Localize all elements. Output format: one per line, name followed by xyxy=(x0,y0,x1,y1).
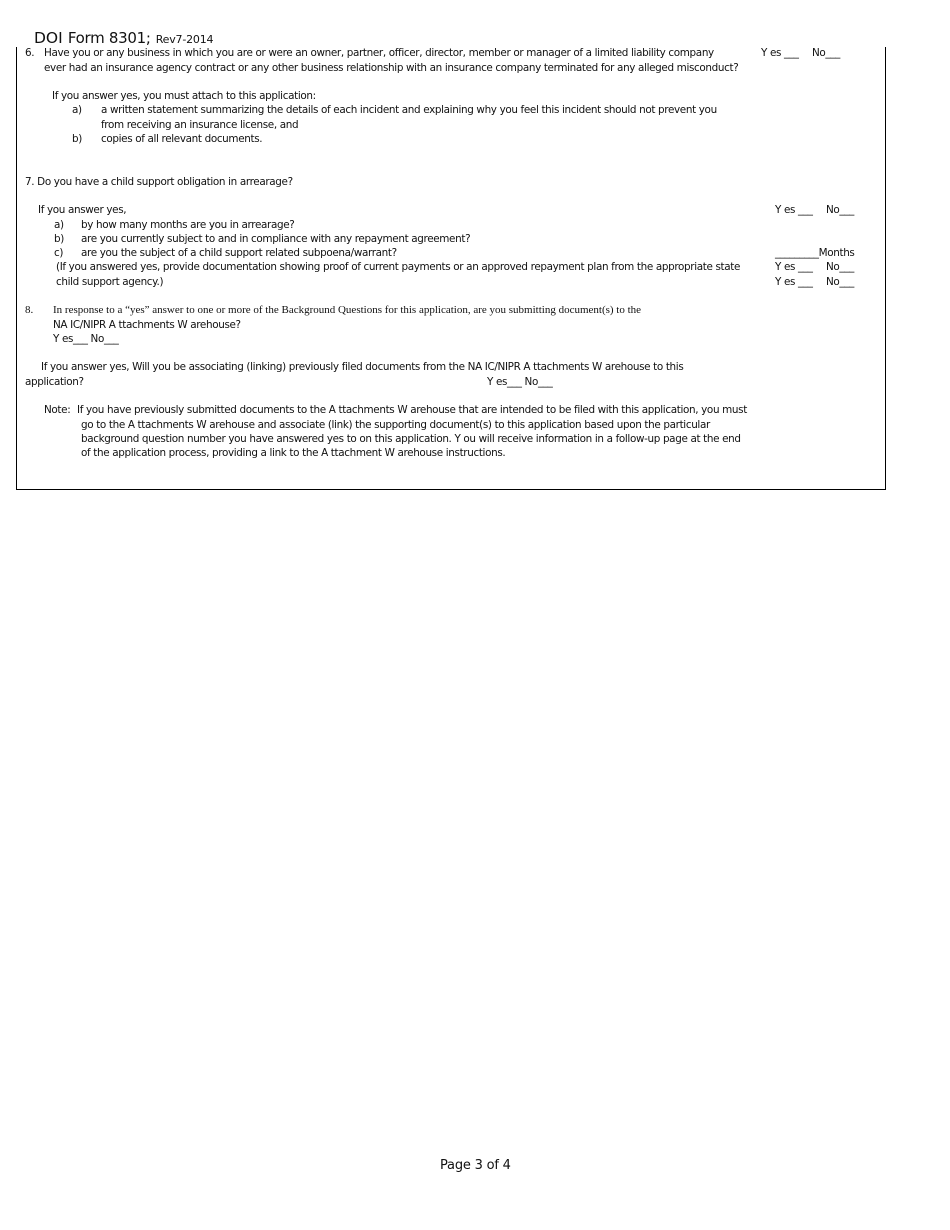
q8-line-2: NA IC/NIPR A ttachments W arehouse? xyxy=(53,319,241,331)
q7-c-no-field[interactable]: No___ xyxy=(826,276,854,288)
form-header xyxy=(34,28,213,47)
q7-b-no-field[interactable]: No___ xyxy=(826,261,854,273)
q6-attach-intro: If you answer yes, you must attach to this application: xyxy=(52,90,316,102)
q8-line-1 xyxy=(53,303,641,317)
q8-note-line-2: go to the A ttachments W arehouse and associate (link) the supporting document(s) to this application based upon the particular xyxy=(81,419,710,431)
q6-a-line-1: a written statement summarizing the details of each incident and explaining why you feel this incident should not prevent you xyxy=(101,104,717,116)
page-number: Page 3 of 4 xyxy=(440,1158,511,1173)
q6-number: 6. xyxy=(25,47,35,59)
q7-note-line-1: (If you answered yes, provide documentation showing proof of current payments or an approved repayment plan from the appropriate state xyxy=(56,261,741,273)
q8-follow-yes-no-field[interactable]: Y es___ No___ xyxy=(487,376,553,388)
q7-b-label: b) xyxy=(54,233,64,245)
q8-number: 8. xyxy=(25,304,34,316)
q7-months-field[interactable]: _________Months xyxy=(775,247,855,259)
q6-a-label: a) xyxy=(72,104,82,116)
q7-note-line-2: child support agency.) xyxy=(56,276,164,288)
q7-c-label: c) xyxy=(54,247,64,259)
q7-c-yes-field[interactable]: Y es ___ xyxy=(775,276,813,288)
q6-yes-field[interactable]: Y es ___ xyxy=(761,47,799,59)
q6-no-field[interactable]: No___ xyxy=(812,47,840,59)
form-header-revision: Rev7-2014 xyxy=(155,33,214,46)
q7-intro: If you answer yes, xyxy=(38,204,127,216)
q7-b-text: are you currently subject to and in compliance with any repayment agreement? xyxy=(81,233,471,245)
q8-follow-line-1: If you answer yes, Will you be associating (linking) previously filed documents from the NA IC/NIPR A ttachments W arehouse to this xyxy=(41,361,684,373)
form-header-number: Form 8301; xyxy=(67,29,151,47)
q8-note-line-4: of the application process, providing a link to the A ttachment W arehouse instructions. xyxy=(81,447,506,459)
q6-line-1: Have you or any business in which you are or were an owner, partner, officer, director, member or manager of a limited liability company xyxy=(44,47,714,59)
q8-note-line-3: background question number you have answered yes to on this application. Y ou will receive information in a follow-up page at the end xyxy=(81,433,741,445)
q6-line-2: ever had an insurance agency contract or any other business relationship with an insurance company terminated for any alleged misconduct? xyxy=(44,62,739,74)
q8-line-1-text: In response to a “yes” answer to one or more of the Background Questions for this application, are you submitting document(s) to the xyxy=(53,304,642,316)
q7-c-text: are you the subject of a child support related subpoena/warrant? xyxy=(81,247,397,259)
q8-note-label: Note: xyxy=(44,404,71,416)
q7-b-yes-field[interactable]: Y es ___ xyxy=(775,261,813,273)
q7-no-field[interactable]: No___ xyxy=(826,204,854,216)
q8-follow-line-2: application? xyxy=(25,376,84,388)
q8-note-line-1: If you have previously submitted documents to the A ttachments W arehouse that are intended to be filed with this application, you must xyxy=(77,404,747,416)
form-header-doi: DOI xyxy=(34,29,63,47)
q8-yes-no-field[interactable]: Y es___ No___ xyxy=(53,333,119,345)
q7-question: 7. Do you have a child support obligation in arrearage? xyxy=(25,176,293,188)
q6-a-line-2: from receiving an insurance license, and xyxy=(101,119,299,131)
q7-yes-field[interactable]: Y es ___ xyxy=(775,204,813,216)
q7-a-text: by how many months are you in arrearage? xyxy=(81,219,295,231)
q6-b-label: b) xyxy=(72,133,82,145)
q6-b-text: copies of all relevant documents. xyxy=(101,133,263,145)
q7-a-label: a) xyxy=(54,219,64,231)
